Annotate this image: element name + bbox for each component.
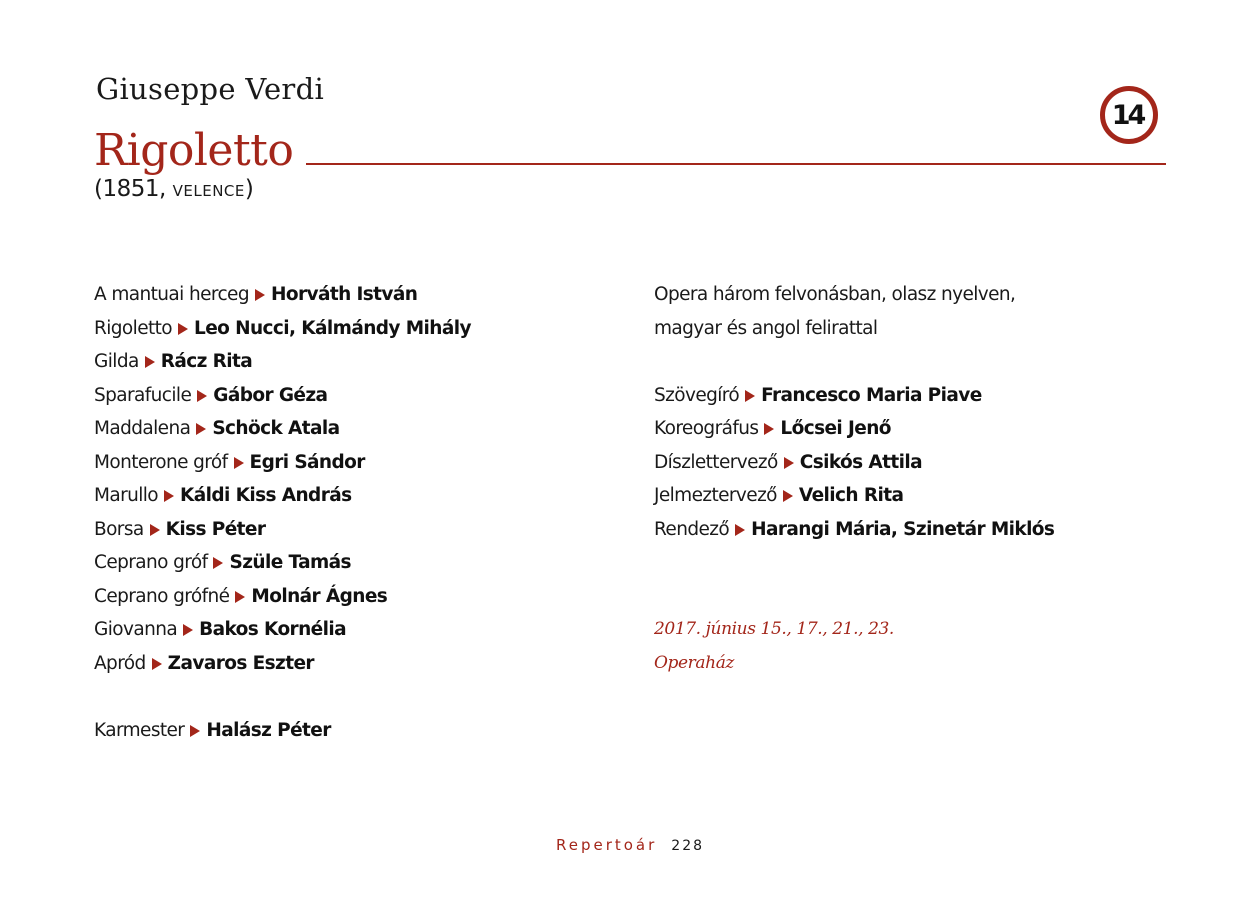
- cast-row: [94, 379, 471, 413]
- arrow-icon: [164, 490, 174, 502]
- cast-name: Horváth István: [270, 284, 418, 305]
- premiere-info: [94, 176, 253, 202]
- performance-dates: 2017. június 15., 17., 21., 23.: [654, 619, 894, 639]
- premiere-close: ): [244, 176, 254, 202]
- cast-name: Káldi Kiss András: [180, 485, 352, 506]
- arrow-icon: [196, 423, 206, 435]
- age-rating-badge: [1100, 86, 1158, 144]
- cast-row: [94, 647, 471, 681]
- crew-role: Koreográfus: [654, 418, 759, 439]
- cast-row: [94, 513, 471, 547]
- cast-role: Rigoletto: [94, 317, 173, 339]
- arrow-icon: [255, 289, 265, 301]
- page-footer: [0, 836, 1260, 854]
- cast-name: Szüle Tamás: [229, 552, 351, 573]
- crew-role: Jelmeztervező: [654, 485, 777, 506]
- cast-role: Maddalena: [94, 418, 191, 439]
- conductor-role: Karmester: [94, 719, 185, 741]
- cast-row: [94, 613, 471, 647]
- page-number: 228: [671, 838, 705, 854]
- arrow-icon: [735, 524, 745, 536]
- description-line: Opera három felvonásban, olasz nyelven,: [654, 284, 1016, 305]
- crew-name: Francesco Maria Piave: [761, 384, 982, 406]
- cast-name: Kiss Péter: [165, 518, 266, 540]
- crew-name: Velich Rita: [798, 485, 904, 506]
- premiere-year: (1851,: [94, 176, 173, 202]
- crew-row: [654, 379, 1054, 413]
- spacer: [654, 345, 1054, 379]
- crew-row: [654, 479, 1054, 513]
- arrow-icon: [150, 524, 160, 536]
- crew-role: Szövegíró: [654, 384, 740, 406]
- cast-name: Zavaros Eszter: [167, 652, 314, 674]
- cast-name: Schöck Atala: [212, 418, 340, 439]
- cast-row: [94, 479, 471, 513]
- arrow-icon: [183, 624, 193, 636]
- arrow-icon: [190, 725, 200, 737]
- cast-row: [94, 278, 471, 312]
- cast-role: Apród: [94, 652, 146, 674]
- crew-name: Csikós Attila: [799, 451, 922, 473]
- arrow-icon: [783, 490, 793, 502]
- cast-role: Borsa: [94, 518, 144, 540]
- description-line: magyar és angol felirattal: [654, 317, 878, 339]
- arrow-icon: [178, 323, 188, 335]
- cast-role: Giovanna: [94, 619, 178, 640]
- cast-role: Marullo: [94, 485, 159, 506]
- footer-section: Repertoár: [555, 836, 658, 854]
- cast-name: Egri Sándor: [249, 451, 365, 473]
- crew-row: [654, 513, 1054, 547]
- cast-role: Sparafucile: [94, 384, 192, 406]
- crew-role: Rendező: [654, 518, 730, 540]
- age-rating-number: 14: [1111, 99, 1144, 131]
- cast-name: Molnár Ágnes: [251, 585, 388, 607]
- cast-name: Bakos Kornélia: [199, 619, 346, 640]
- spacer: [654, 546, 1054, 580]
- arrow-icon: [213, 557, 223, 569]
- arrow-icon: [784, 457, 794, 469]
- arrow-icon: [152, 658, 162, 670]
- opera-title: Rigoletto: [94, 125, 294, 176]
- cast-role: Ceprano grófné: [94, 585, 230, 607]
- cast-row: [94, 345, 471, 379]
- crew-name: Harangi Mária, Szinetár Miklós: [751, 518, 1055, 540]
- spacer: [94, 680, 471, 714]
- arrow-icon: [145, 356, 155, 368]
- cast-role: Monterone gróf: [94, 451, 228, 473]
- arrow-icon: [235, 591, 245, 603]
- cast-row: [94, 446, 471, 480]
- crew-row: [654, 446, 1054, 480]
- cast-name: Rácz Rita: [160, 351, 253, 372]
- cast-row: [94, 412, 471, 446]
- conductor-row: [94, 714, 471, 748]
- premiere-city: VELENCE: [172, 182, 245, 200]
- composer-name: Giuseppe Verdi: [96, 72, 325, 106]
- cast-name: Leo Nucci, Kálmándy Mihály: [194, 317, 471, 339]
- arrow-icon: [197, 390, 207, 402]
- cast-role: A mantuai herceg: [94, 284, 249, 305]
- arrow-icon: [764, 423, 774, 435]
- performance-venue: Operaház: [654, 652, 734, 673]
- cast-role: Gilda: [94, 351, 139, 372]
- spacer: [654, 580, 1054, 614]
- cast-name: Gábor Géza: [213, 384, 328, 406]
- cast-role: Ceprano gróf: [94, 552, 208, 573]
- cast-row: [94, 546, 471, 580]
- crew-row: [654, 412, 1054, 446]
- cast-list: [94, 278, 471, 747]
- arrow-icon: [234, 457, 244, 469]
- cast-row: [94, 312, 471, 346]
- cast-row: [94, 580, 471, 614]
- title-divider: [306, 163, 1166, 165]
- crew-role: Díszlettervező: [654, 451, 778, 473]
- arrow-icon: [745, 390, 755, 402]
- conductor-name: Halász Péter: [206, 719, 331, 741]
- crew-name: Lőcsei Jenő: [780, 418, 891, 439]
- production-info: [654, 278, 1054, 680]
